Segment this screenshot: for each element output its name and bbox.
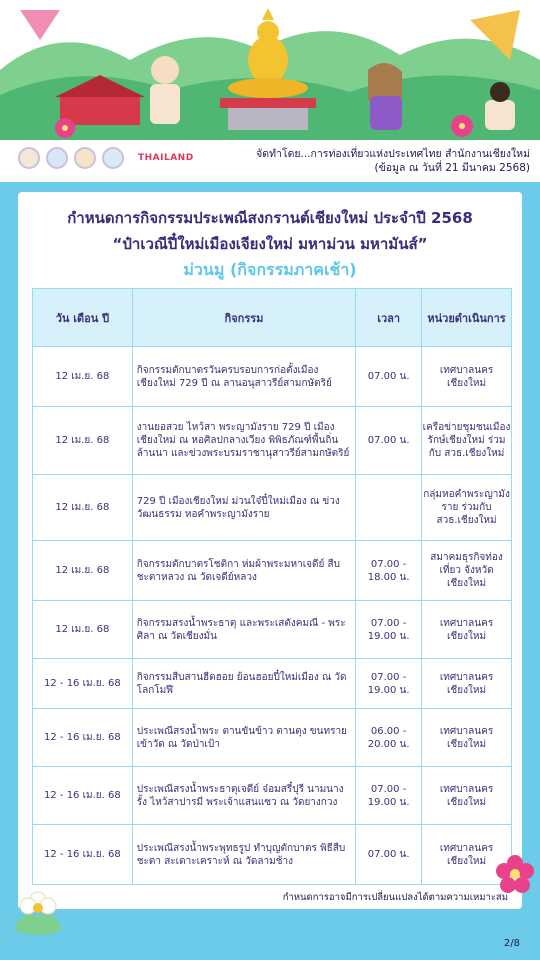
cell-date: 12 เม.ย. 68	[33, 601, 133, 659]
schedule-table	[32, 288, 512, 885]
page-number: 2/8	[503, 938, 520, 949]
cell-date: 12 เม.ย. 68	[33, 347, 133, 407]
cell-agency: เครือข่ายชุมชนเมืองรักษ์เชียงใหม่ ร่วมกับ สวธ.เชียงใหม่	[422, 407, 512, 475]
partner-logo-icon	[46, 147, 68, 169]
cell-agency: เทศบาลนครเชียงใหม่	[422, 767, 512, 825]
cell-date: 12 - 16 เม.ย. 68	[33, 659, 133, 709]
table-row	[33, 407, 512, 475]
cell-activity: กิจกรรมตักบาตรวันครบรอบการก่อตั้งเมืองเชียงใหม่ 729 ปี ณ ลานอนุสาวรีย์สามกษัตริย์	[132, 347, 355, 407]
table-row	[33, 825, 512, 885]
table-row	[33, 541, 512, 601]
partner-logo-icon	[102, 147, 124, 169]
cell-activity: ประเพณีสรงน้ำพระ ตานขันข้าว ตานตุง ขนทรายเข้าวัด ณ วัดป่าเป้า	[132, 709, 355, 767]
header-illustration	[0, 0, 540, 140]
table-row	[33, 709, 512, 767]
organizer-info	[256, 147, 530, 175]
cell-time: 07.00 - 18.00 น.	[356, 541, 422, 601]
table-header-row	[33, 289, 512, 347]
table-row	[33, 347, 512, 407]
column-header-agency: หน่วยดำเนินการ	[422, 289, 512, 347]
cell-date: 12 เม.ย. 68	[33, 541, 133, 601]
cell-agency: เทศบาลนครเชียงใหม่	[422, 825, 512, 885]
data-date-line: (ข้อมูล ณ วันที่ 21 มีนาคม 2568)	[374, 162, 530, 174]
section-subtitle: ม่วนมู (กิจกรรมภาคเช้า)	[183, 260, 357, 279]
column-header-activity: กิจกรรม	[132, 289, 355, 347]
cell-time: 07.00 น.	[356, 407, 422, 475]
leaf-flower-icon	[10, 880, 66, 940]
cell-time: 07.00 - 19.00 น.	[356, 601, 422, 659]
cell-activity: 729 ปี เมืองเชียงใหม่ ม่วนใจ๋ปี๋ใหม่เมือง ณ ข่วงวัฒนธรรม หอคำพระญามังราย	[132, 475, 355, 541]
cell-date: 12 เม.ย. 68	[33, 475, 133, 541]
column-header-date: วัน เดือน ปี	[33, 289, 133, 347]
schedule-card	[18, 192, 522, 909]
songkran-illustration	[0, 0, 540, 140]
cell-activity: กิจกรรมตักบาตรโชติกา ห่มผ้าพระมหาเจดีย์ สืบชะตาหลวง ณ วัดเจดีย์หลวง	[132, 541, 355, 601]
logo-strip	[0, 140, 540, 182]
cell-time: 07.00 - 19.00 น.	[356, 767, 422, 825]
cell-agency: สมาคมธุรกิจท่องเที่ยว จังหวัดเชียงใหม่	[422, 541, 512, 601]
cell-time: 07.00 น.	[356, 825, 422, 885]
partner-logo-icon	[18, 147, 40, 169]
cell-agency: กลุ่มหอคำพระญามังราย ร่วมกับ สวธ.เชียงใหม่	[422, 475, 512, 541]
cell-date: 12 - 16 เม.ย. 68	[33, 709, 133, 767]
cell-activity: งานยอสวย ไหว้สา พระญามังราย 729 ปี เมืองเชียงใหม่ ณ หอศิลปกลางเวียง พิพิธภัณฑ์พื้นถิ่นล้านนา และข่วงพระบรมราชานุสาวรีย์สามกษัตริย์	[132, 407, 355, 475]
cell-time	[356, 475, 422, 541]
cell-agency: เทศบาลนครเชียงใหม่	[422, 709, 512, 767]
amazing-thailand-logo: THAILAND	[138, 153, 194, 163]
table-row	[33, 767, 512, 825]
table-row	[33, 659, 512, 709]
page-title: กำหนดการกิจกรรมประเพณีสงกรานต์เชียงใหม่ ประจำปี 2568	[67, 209, 473, 227]
cell-agency: เทศบาลนครเชียงใหม่	[422, 601, 512, 659]
table-row	[33, 601, 512, 659]
cell-activity: ประเพณีสรงน้ำพระธาตุเจดีย์ จ๋อมสรี๋ปุรี นามนางรั้ง ไหว้สาปารมี พระเจ้าแสนแซว ณ วัดยางกวง	[132, 767, 355, 825]
cell-date: 12 - 16 เม.ย. 68	[33, 767, 133, 825]
cell-time: 07.00 น.	[356, 347, 422, 407]
cell-date: 12 - 16 เม.ย. 68	[33, 825, 133, 885]
pink-flower-icon	[496, 855, 534, 893]
cell-agency: เทศบาลนครเชียงใหม่	[422, 347, 512, 407]
partner-logo-icon	[74, 147, 96, 169]
table-row	[33, 475, 512, 541]
event-slogan: “ป๋าเวณีปี๋ใหม่เมืองเจียงใหม่ มหาม่วน มหามันส์”	[112, 235, 428, 253]
cell-date: 12 เม.ย. 68	[33, 407, 133, 475]
column-header-time: เวลา	[356, 289, 422, 347]
disclaimer-note: กำหนดการอาจมีการเปลี่ยนแปลงได้ตามความเหมาะสม	[282, 892, 508, 903]
cell-time: 06.00 - 20.00 น.	[356, 709, 422, 767]
cell-time: 07.00 - 19.00 น.	[356, 659, 422, 709]
cell-activity: กิจกรรมสืบสานฮีตฮอย ย้อนฮอยปี๋ใหม่เมือง ณ วัดโลกโมฬี	[132, 659, 355, 709]
partner-logos	[18, 147, 194, 169]
cell-agency: เทศบาลนครเชียงใหม่	[422, 659, 512, 709]
cell-activity: กิจกรรมสรงน้ำพระธาตุ และพระเสตังคมณี - พระศิลา ณ วัดเชียงมั่น	[132, 601, 355, 659]
cell-activity: ประเพณีสรงน้ำพระพุทธรูป ทำบุญตักบาตร พิธีสืบชะตา สะเดาะเคราะห์ ณ วัดลามช้าง	[132, 825, 355, 885]
organizer-line: จัดทำโดย...การท่องเที่ยวแห่งประเทศไทย สำนักงานเชียงใหม่	[256, 148, 530, 160]
